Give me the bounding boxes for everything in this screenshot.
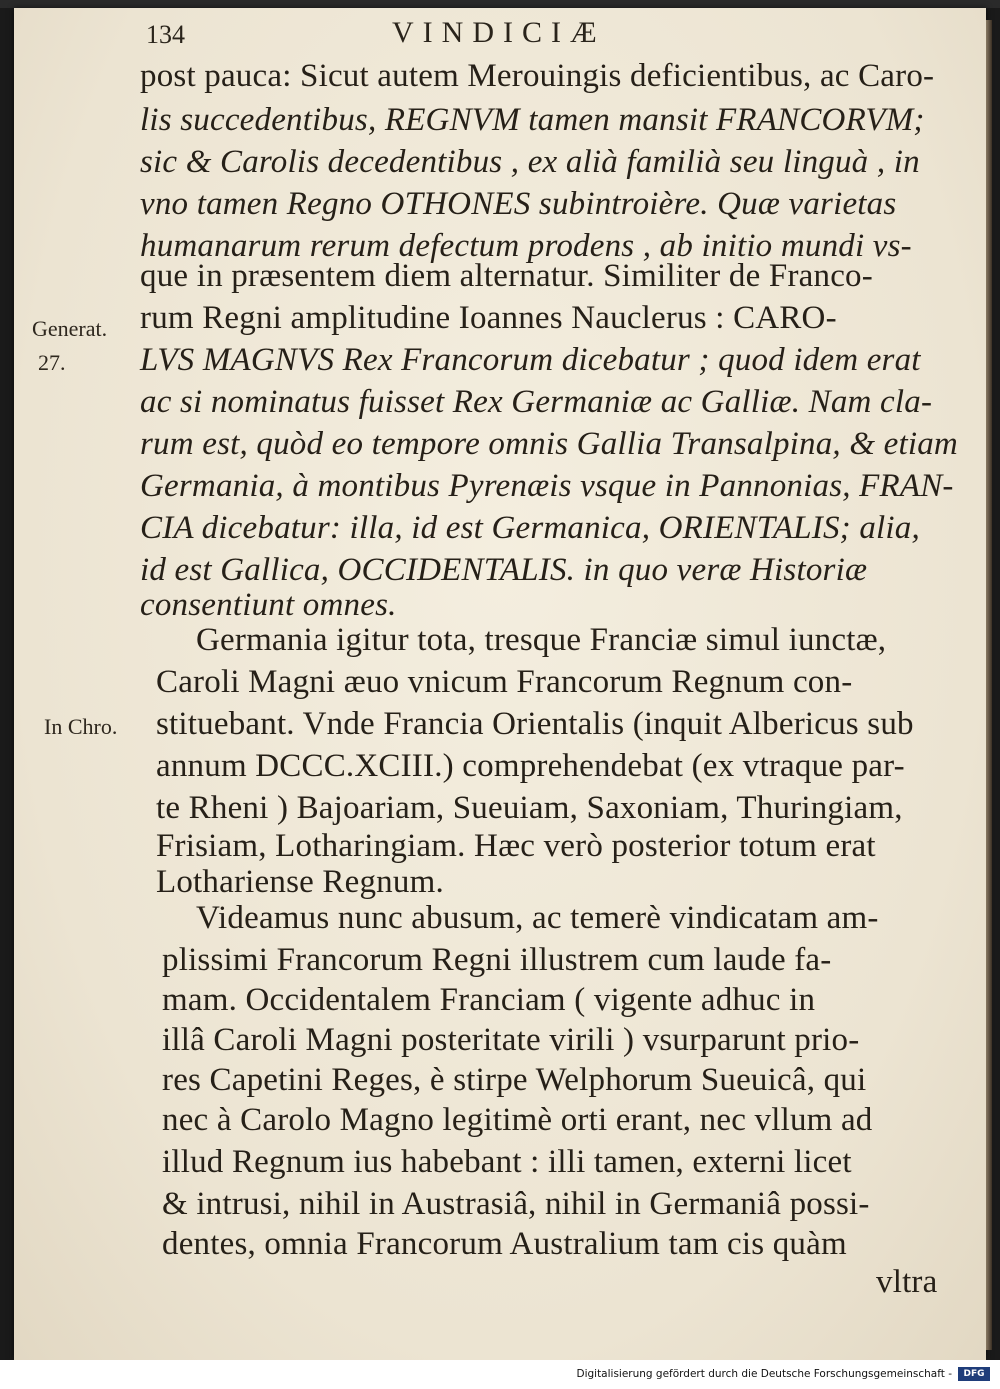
text-line-12: CIA dicebatur: illa, id est Germanica, ORIENTALIS; alia,: [140, 510, 920, 546]
text-line-11: Germania, à montibus Pyrenæis vsque in Pannonias, FRAN-: [140, 468, 954, 504]
page-number: 134: [146, 20, 185, 49]
text-line-14: consentiunt omnes.: [140, 587, 397, 623]
text-line-22: Videamus nunc abusum, ac temerè vindicatam am-: [196, 900, 879, 936]
text-line-13: id est Gallica, OCCIDENTALIS. in quo veræ Historiæ: [140, 552, 868, 588]
text-line-21: Lothariense Regnum.: [156, 864, 444, 900]
margin-note-in-chro: In Chro.: [44, 714, 118, 739]
text-line-26: res Capetini Reges, è stirpe Welphorum Sueuicâ, qui: [162, 1062, 867, 1098]
text-line-02: lis succedentibus, REGNVM tamen mansit FRANCORVM;: [140, 102, 925, 138]
scan-top-strip: [0, 0, 1000, 8]
dfg-logo: DFG: [958, 1367, 990, 1381]
text-line-30: dentes, omnia Francorum Australium tam cis quàm: [162, 1226, 847, 1262]
text-line-15: Germania igitur tota, tresque Franciæ simul iunctæ,: [196, 622, 887, 658]
text-line-24: mam. Occidentalem Franciam ( vigente adhuc in: [162, 982, 816, 1018]
text-line-09: ac si nominatus fuisset Rex Germaniæ ac Galliæ. Nam cla-: [140, 384, 933, 420]
text-line-01: post pauca: Sicut autem Merouingis deficientibus, ac Caro-: [140, 58, 935, 94]
footer-credit: Digitalisierung gefördert durch die Deutsche Forschungsgemeinschaft -: [576, 1368, 952, 1380]
text-line-03: sic & Carolis decedentibus , ex alià familià seu linguà , in: [140, 144, 920, 180]
margin-note-generat: Generat.: [32, 316, 108, 341]
footer-bar: [0, 1360, 1000, 1389]
text-line-10: rum est, quòd eo tempore omnis Gallia Transalpina, & etiam: [140, 426, 958, 462]
catchword: vltra: [876, 1264, 938, 1300]
page-edge: [986, 20, 992, 1350]
text-line-23: plissimi Francorum Regni illustrem cum laude fa-: [162, 942, 832, 978]
text-line-05: humanarum rerum defectum prodens , ab initio mundi vs-: [140, 228, 912, 264]
text-line-25: illâ Caroli Magni posteritate virili ) vsurparunt prio-: [162, 1022, 860, 1058]
text-line-17: stituebant. Vnde Francia Orientalis (inquit Albericus sub: [156, 706, 914, 742]
text-line-04: vno tamen Regno OTHONES subintroière. Quæ varietas: [140, 186, 897, 222]
text-line-29: & intrusi, nihil in Austrasiâ, nihil in Germaniâ possi-: [162, 1186, 870, 1222]
text-line-07: rum Regni amplitudine Ioannes Nauclerus : CARO-: [140, 300, 837, 336]
text-line-19: te Rheni ) Bajoariam, Sueuiam, Saxoniam, Thuringiam,: [156, 790, 903, 826]
text-line-16: Caroli Magni æuo vnicum Francorum Regnum con-: [156, 664, 853, 700]
running-head: VINDICIÆ: [392, 16, 606, 49]
text-line-27: nec à Carolo Magno legitimè orti erant, nec vllum ad: [162, 1102, 873, 1138]
margin-note-generat-number: 27.: [38, 350, 66, 375]
text-line-20: Frisiam, Lotharingiam. Hæc verò posterior totum erat: [156, 828, 876, 864]
text-line-06: que in præsentem diem alternatur. Similiter de Franco-: [140, 258, 873, 294]
text-line-28: illud Regnum ius habebant : illi tamen, externi licet: [162, 1144, 852, 1180]
text-line-18: annum DCCC.XCIII.) comprehendebat (ex vtraque par-: [156, 748, 905, 784]
text-line-08: LVS MAGNVS Rex Francorum dicebatur ; quod idem erat: [140, 342, 921, 378]
